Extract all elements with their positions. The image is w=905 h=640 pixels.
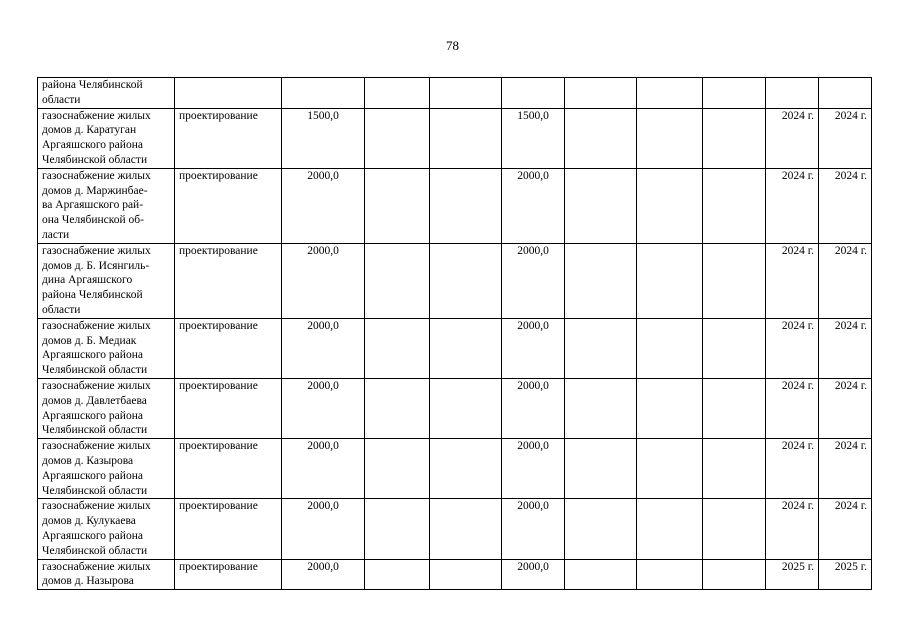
funding-cell (365, 559, 430, 590)
funding-cell (365, 168, 430, 243)
object-name-line: ласти (42, 228, 70, 241)
funding-cell (637, 559, 703, 590)
object-name-line: области (42, 303, 81, 316)
funding-cell (565, 78, 637, 109)
object-name-line: газоснабжение жилых (42, 244, 151, 257)
end-year-cell: 2024 г. (819, 318, 872, 378)
funding-cell: 1500,0 (502, 108, 565, 168)
total-cost-cell (282, 78, 365, 109)
funding-cell (565, 168, 637, 243)
funding-cell: 2000,0 (502, 559, 565, 590)
funding-cell (430, 499, 502, 559)
end-year-cell: 2024 г. (819, 243, 872, 318)
table-row (38, 108, 872, 168)
total-cost-cell: 2000,0 (282, 318, 365, 378)
funding-cell (430, 439, 502, 499)
object-name-line: ва Аргаяшского рай- (42, 199, 144, 212)
funding-cell (365, 108, 430, 168)
object-name-cell (38, 499, 175, 559)
total-cost-cell: 2000,0 (282, 243, 365, 318)
funding-cell (637, 108, 703, 168)
object-name-cell (38, 318, 175, 378)
funding-cell (637, 78, 703, 109)
end-year-cell: 2024 г. (819, 378, 872, 438)
object-name-cell (38, 168, 175, 243)
total-cost-cell: 2000,0 (282, 168, 365, 243)
object-name-line: Аргаяшского района (42, 349, 143, 362)
table-row (38, 439, 872, 499)
object-name-line: домов д. Б. Медиак (42, 334, 137, 347)
object-name-cell (38, 108, 175, 168)
funding-cell (703, 499, 766, 559)
total-cost-cell: 2000,0 (282, 439, 365, 499)
funding-cell (365, 378, 430, 438)
table-row (38, 499, 872, 559)
funding-cell (703, 378, 766, 438)
funding-cell (703, 559, 766, 590)
start-year-cell (766, 78, 819, 109)
end-year-cell (819, 78, 872, 109)
object-name-line: дина Аргаяшского (42, 274, 133, 287)
object-name-line: Челябинской области (42, 364, 148, 377)
end-year-cell: 2024 г. (819, 439, 872, 499)
funding-cell (430, 108, 502, 168)
object-name-line: Аргаяшского района (42, 409, 143, 422)
start-year-cell: 2024 г. (766, 318, 819, 378)
object-name-line: района Челябинской (42, 289, 143, 302)
funding-cell (565, 243, 637, 318)
object-name-line: она Челябинской об- (42, 214, 144, 227)
end-year-cell: 2024 г. (819, 168, 872, 243)
funding-cell (365, 439, 430, 499)
funding-cell (565, 378, 637, 438)
funding-cell (637, 318, 703, 378)
object-name-cell (38, 78, 175, 109)
funding-cell (703, 243, 766, 318)
start-year-cell: 2024 г. (766, 168, 819, 243)
funding-cell (703, 439, 766, 499)
funding-cell (565, 559, 637, 590)
funding-cell: 2000,0 (502, 318, 565, 378)
funding-cell: 2000,0 (502, 439, 565, 499)
object-name-line: Челябинской области (42, 484, 148, 497)
funding-cell (430, 78, 502, 109)
object-name-line: Аргаяшского района (42, 469, 143, 482)
object-name-line: газоснабжение жилых (42, 109, 151, 122)
stage-cell (175, 78, 282, 109)
start-year-cell: 2025 г. (766, 559, 819, 590)
object-name-line: газоснабжение жилых (42, 379, 151, 392)
funding-cell (365, 78, 430, 109)
table-row (38, 78, 872, 109)
object-name-line: Челябинской области (42, 544, 148, 557)
object-name-cell (38, 559, 175, 590)
total-cost-cell: 2000,0 (282, 499, 365, 559)
start-year-cell: 2024 г. (766, 378, 819, 438)
object-name-line: Челябинской области (42, 424, 148, 437)
object-name-line: домов д. Маржинбае- (42, 184, 148, 197)
stage-cell: проектирование (175, 499, 282, 559)
funding-cell (703, 168, 766, 243)
table-row (38, 243, 872, 318)
funding-cell (637, 378, 703, 438)
program-table (37, 77, 872, 590)
object-name-cell (38, 439, 175, 499)
table-row (38, 378, 872, 438)
page-number: 78 (446, 38, 459, 53)
object-name-line: области (42, 93, 81, 106)
object-name-line: домов д. Назырова (42, 575, 134, 588)
stage-cell: проектирование (175, 108, 282, 168)
funding-cell (430, 378, 502, 438)
start-year-cell: 2024 г. (766, 439, 819, 499)
funding-cell (430, 318, 502, 378)
funding-cell (637, 243, 703, 318)
total-cost-cell: 1500,0 (282, 108, 365, 168)
object-name-line: Челябинской области (42, 153, 148, 166)
funding-cell (430, 168, 502, 243)
end-year-cell: 2024 г. (819, 108, 872, 168)
object-name-line: Аргаяшского района (42, 139, 143, 152)
funding-cell (565, 499, 637, 559)
funding-cell (565, 108, 637, 168)
funding-cell: 2000,0 (502, 499, 565, 559)
total-cost-cell: 2000,0 (282, 378, 365, 438)
object-name-line: газоснабжение жилых (42, 500, 151, 513)
stage-cell: проектирование (175, 168, 282, 243)
object-name-line: газоснабжение жилых (42, 440, 151, 453)
object-name-line: газоснабжение жилых (42, 319, 151, 332)
table-row (38, 559, 872, 590)
start-year-cell: 2024 г. (766, 499, 819, 559)
funding-cell (565, 318, 637, 378)
stage-cell: проектирование (175, 378, 282, 438)
object-name-line: домов д. Казырова (42, 454, 134, 467)
stage-cell: проектирование (175, 318, 282, 378)
start-year-cell: 2024 г. (766, 243, 819, 318)
table-row (38, 318, 872, 378)
funding-cell (430, 559, 502, 590)
funding-cell (703, 318, 766, 378)
end-year-cell: 2024 г. (819, 499, 872, 559)
start-year-cell: 2024 г. (766, 108, 819, 168)
funding-cell (365, 243, 430, 318)
object-name-line: домов д. Кулукаева (42, 515, 136, 528)
object-name-cell (38, 243, 175, 318)
funding-cell (502, 78, 565, 109)
object-name-line: домов д. Каратуган (42, 124, 137, 137)
funding-cell (703, 108, 766, 168)
object-name-line: домов д. Давлетбаева (42, 394, 147, 407)
funding-cell: 2000,0 (502, 243, 565, 318)
table-body (38, 78, 872, 590)
funding-cell (565, 439, 637, 499)
object-name-cell (38, 378, 175, 438)
total-cost-cell: 2000,0 (282, 559, 365, 590)
funding-cell (703, 78, 766, 109)
object-name-line: газоснабжение жилых (42, 169, 151, 182)
end-year-cell: 2025 г. (819, 559, 872, 590)
funding-cell: 2000,0 (502, 378, 565, 438)
funding-cell (430, 243, 502, 318)
funding-cell (637, 499, 703, 559)
stage-cell: проектирование (175, 439, 282, 499)
funding-cell: 2000,0 (502, 168, 565, 243)
object-name-line: газоснабжение жилых (42, 560, 151, 573)
funding-cell (637, 168, 703, 243)
funding-cell (637, 439, 703, 499)
table-row (38, 168, 872, 243)
funding-cell (365, 318, 430, 378)
object-name-line: района Челябинской (42, 79, 143, 91)
stage-cell: проектирование (175, 243, 282, 318)
object-name-line: Аргаяшского района (42, 529, 143, 542)
stage-cell: проектирование (175, 559, 282, 590)
object-name-line: домов д. Б. Исянгиль- (42, 259, 150, 272)
funding-cell (365, 499, 430, 559)
